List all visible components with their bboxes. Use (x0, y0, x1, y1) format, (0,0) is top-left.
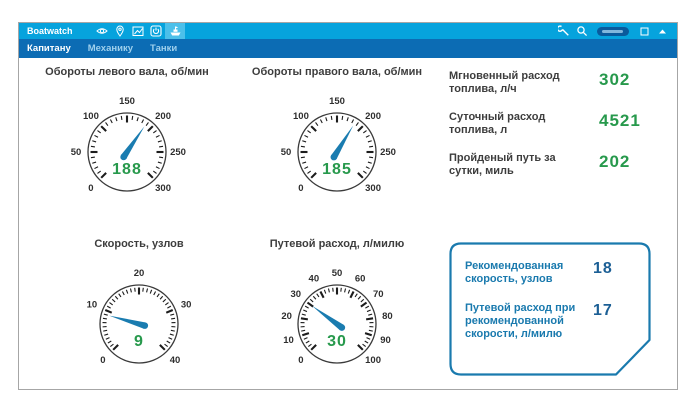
gauge-title: Скорость, узлов (94, 238, 184, 250)
svg-text:30: 30 (290, 289, 302, 301)
top-bar (19, 23, 677, 39)
svg-text:100: 100 (293, 110, 309, 122)
svg-text:300: 300 (155, 183, 171, 195)
stat-instant-fuel (449, 70, 661, 96)
stat-daily-distance (449, 152, 661, 178)
gauge-title: Путевой расход, л/милю (269, 238, 405, 250)
svg-text:0: 0 (298, 355, 304, 367)
stat-value: 4521 (599, 111, 641, 130)
svg-text:0: 0 (298, 183, 304, 195)
svg-text:250: 250 (380, 147, 396, 158)
stat-daily-fuel (449, 111, 661, 137)
svg-text:10: 10 (86, 299, 98, 311)
eye-icon[interactable] (93, 23, 111, 39)
svg-text:200: 200 (155, 110, 171, 122)
gauge-left-shaft-rpm (37, 66, 217, 212)
gauge-right-shaft-rpm (247, 66, 427, 212)
svg-text:60: 60 (354, 273, 366, 285)
gauge-value: 185 (322, 161, 352, 178)
svg-text:150: 150 (119, 96, 135, 107)
menu-item-captain[interactable]: Капитану (27, 43, 71, 54)
gauge-value: 188 (112, 161, 142, 178)
menu-item-tanks[interactable]: Танки (150, 43, 178, 54)
topbar-right-icons (555, 23, 677, 39)
window-icon[interactable] (635, 23, 653, 39)
svg-text:250: 250 (170, 147, 186, 158)
menu-item-mechanic[interactable]: Механику (87, 43, 133, 54)
reco-label: Путевой расход при рекомендованной скорости, л/милю (465, 302, 576, 340)
svg-text:30: 30 (180, 299, 192, 311)
svg-text:20: 20 (133, 268, 145, 279)
search-icon[interactable] (573, 23, 591, 39)
stat-label: Пройденый путь за сутки, миль (449, 152, 556, 177)
gauge-title: Обороты правого вала, об/мин (251, 66, 423, 78)
wrench-icon[interactable] (555, 23, 573, 39)
svg-text:50: 50 (70, 147, 82, 158)
reco-label: Рекомендованная скорость, узлов (465, 260, 564, 285)
gauge-title: Обороты левого вала, об/мин (45, 66, 209, 78)
recommendation-content (465, 260, 641, 357)
recommendation-box (449, 242, 651, 376)
svg-text:20: 20 (281, 311, 292, 323)
stat-value: 302 (599, 70, 631, 89)
reco-value: 18 (593, 260, 613, 277)
caret-up-icon[interactable] (653, 23, 671, 39)
chart-icon[interactable] (129, 23, 147, 39)
svg-text:0: 0 (88, 183, 94, 195)
reco-fuel (465, 302, 641, 341)
svg-text:90: 90 (380, 334, 391, 346)
menu-bar (19, 39, 677, 58)
app-title: Boatwatch (27, 26, 73, 36)
stat-label: Мгновенный расход топлива, л/ч (449, 70, 560, 95)
ship-icon[interactable] (165, 23, 185, 39)
svg-text:0: 0 (100, 355, 106, 367)
svg-text:300: 300 (365, 183, 381, 195)
power-icon[interactable] (147, 23, 165, 39)
svg-text:40: 40 (169, 355, 181, 367)
status-badge[interactable] (597, 27, 629, 36)
svg-text:200: 200 (365, 110, 381, 122)
svg-text:80: 80 (382, 311, 393, 323)
reco-speed (465, 260, 641, 286)
svg-text:150: 150 (329, 96, 345, 107)
gauge-value: 30 (327, 333, 347, 350)
stat-value: 202 (599, 152, 631, 171)
svg-text:50: 50 (331, 268, 343, 279)
reco-value: 17 (593, 302, 613, 319)
svg-text:100: 100 (365, 355, 381, 367)
location-icon[interactable] (111, 23, 129, 39)
app-window (18, 22, 678, 390)
svg-text:100: 100 (83, 110, 99, 122)
gauge-value: 9 (134, 333, 144, 350)
stats-column (449, 70, 661, 193)
svg-text:70: 70 (372, 289, 384, 301)
gauge-speed-knots (49, 238, 229, 384)
gauge-fuel-per-mile (247, 238, 427, 384)
svg-text:40: 40 (308, 273, 320, 285)
topbar-left-icons (93, 23, 185, 39)
stat-label: Суточный расход топлива, л (449, 111, 546, 136)
main-panel (19, 58, 677, 390)
svg-text:50: 50 (280, 147, 292, 158)
svg-text:10: 10 (283, 334, 294, 346)
